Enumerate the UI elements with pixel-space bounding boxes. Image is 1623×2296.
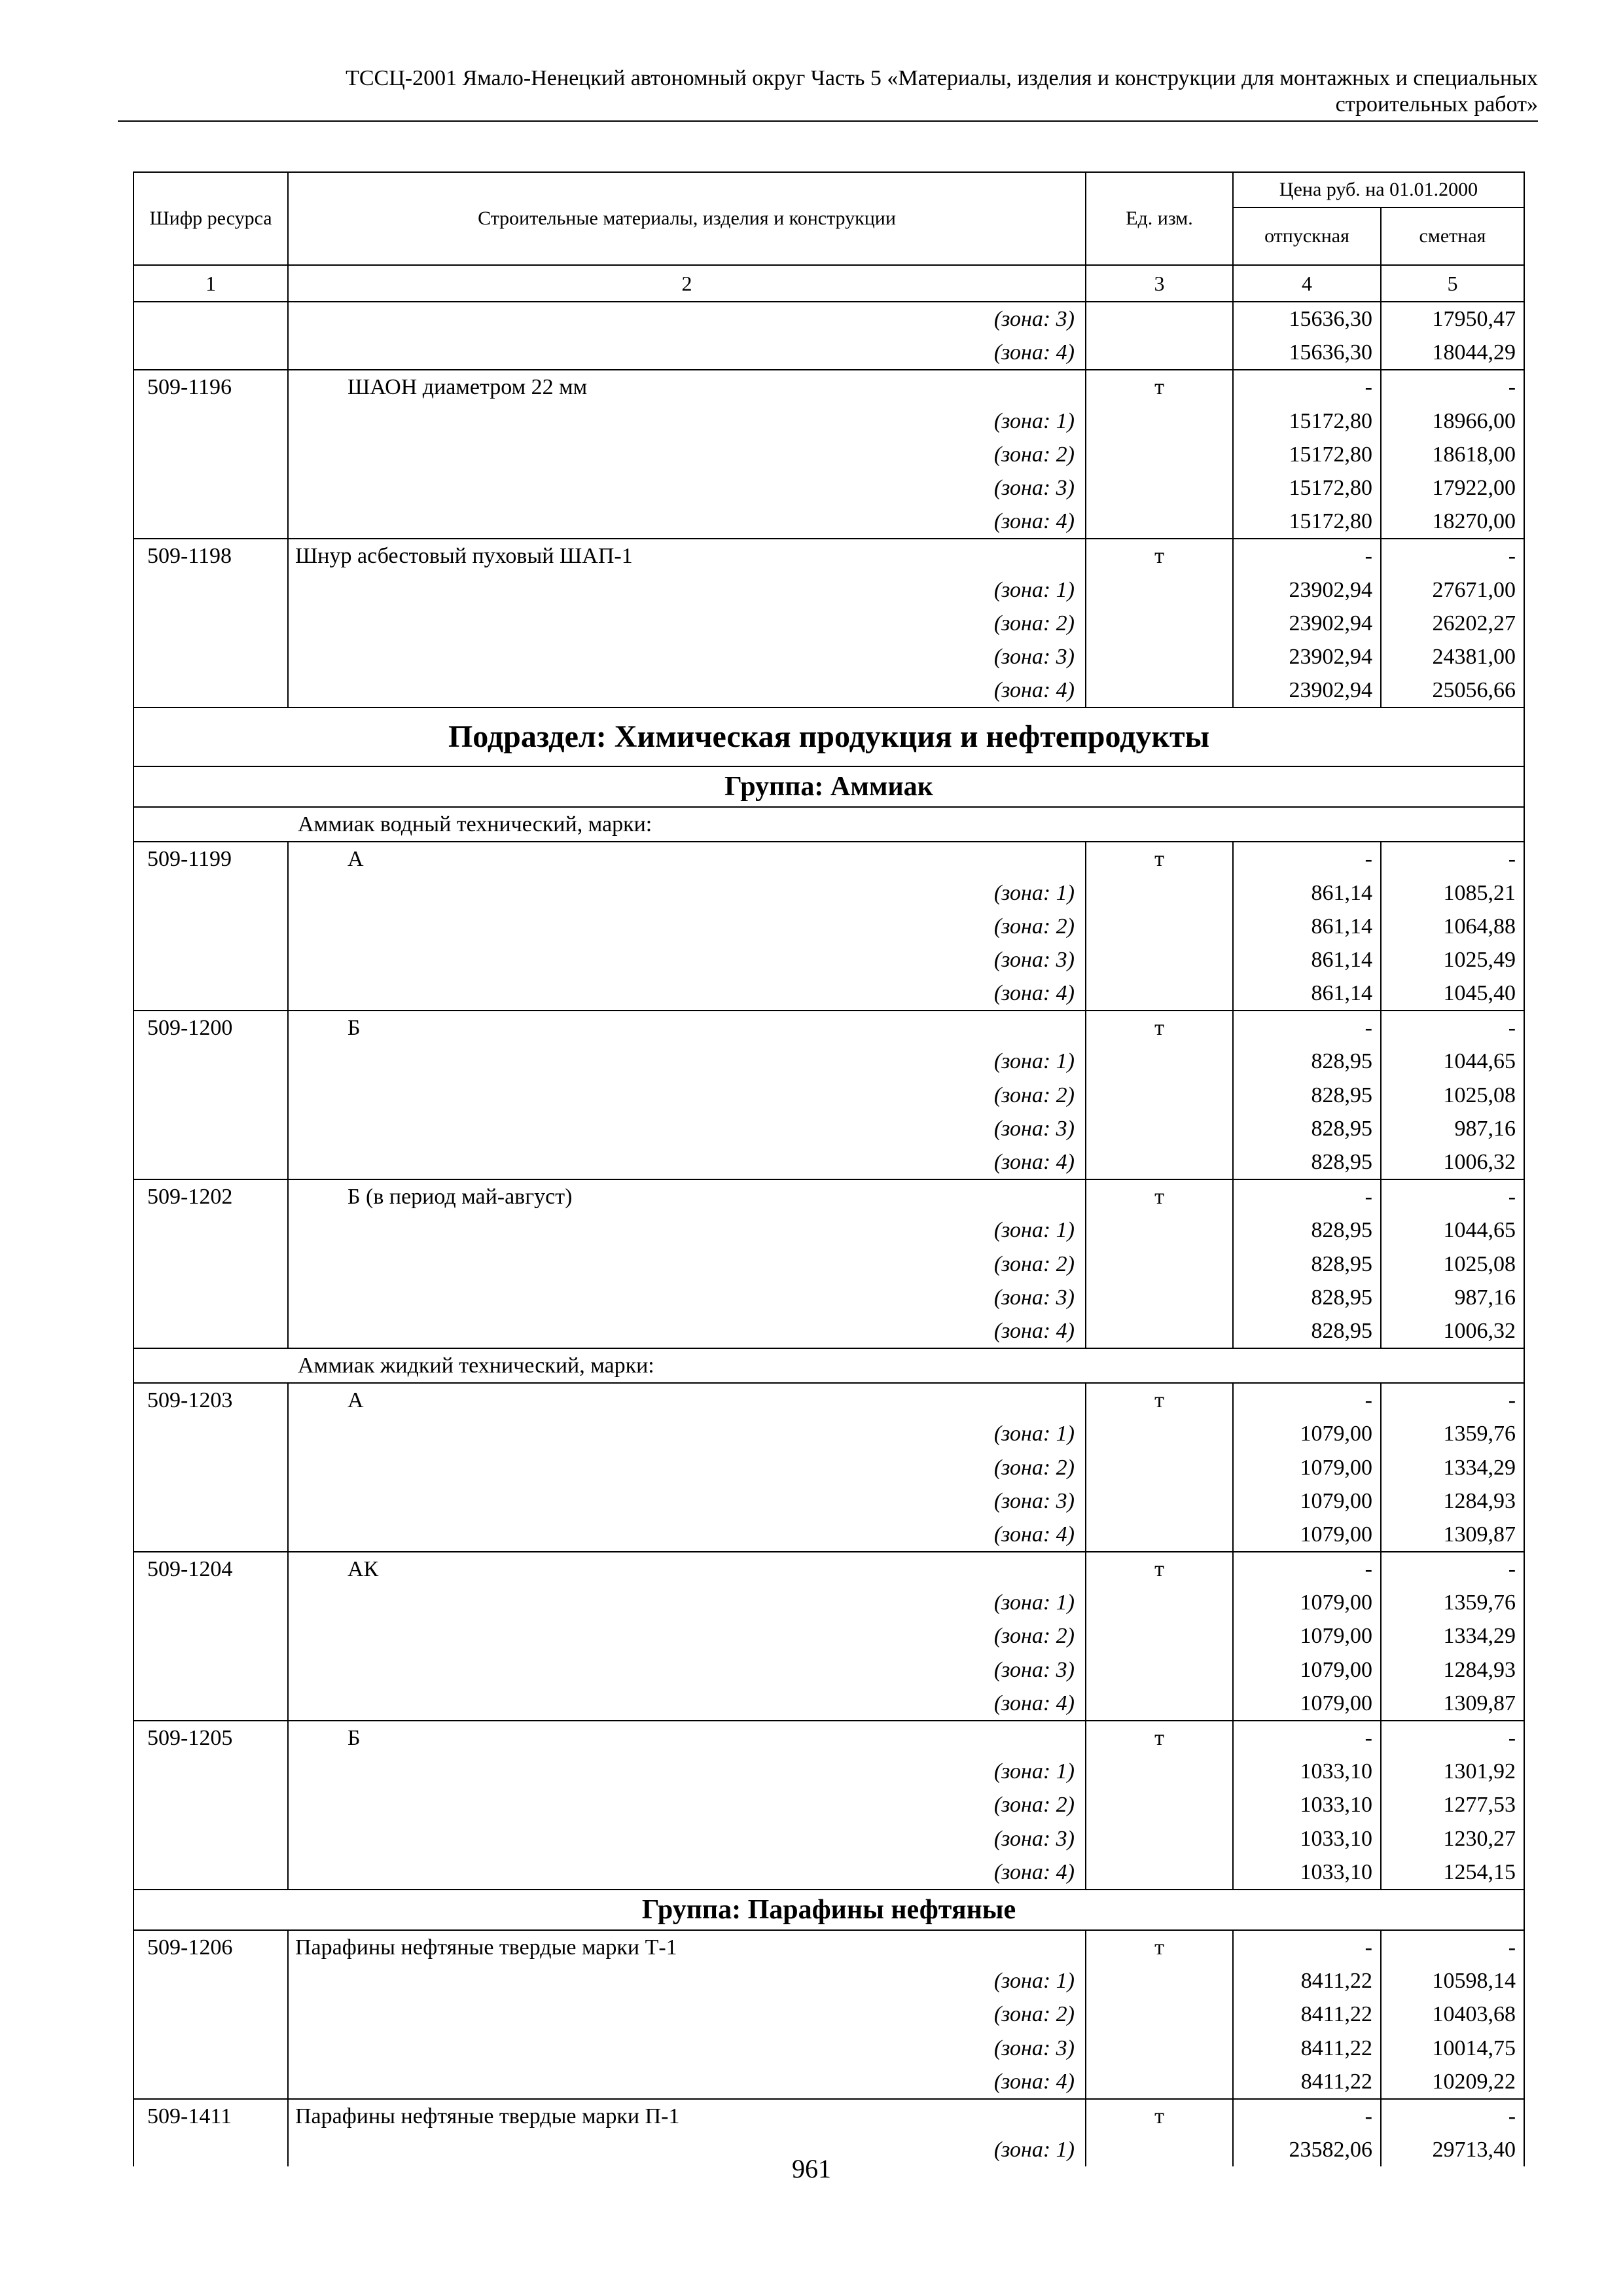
resource-code: 509-1205 bbox=[134, 1721, 288, 1755]
zone-label: (зона: 2) bbox=[288, 910, 1086, 943]
estimate-price: 10598,14 bbox=[1381, 1964, 1524, 1998]
estimate-price: 18270,00 bbox=[1381, 505, 1524, 539]
table-row bbox=[134, 1964, 1524, 1998]
zone-label: (зона: 4) bbox=[288, 2065, 1086, 2099]
estimate-price: 1025,08 bbox=[1381, 1247, 1524, 1281]
group-heading: Группа: Аммиак bbox=[134, 766, 1524, 807]
zone-label: (зона: 1) bbox=[288, 404, 1086, 438]
estimate-price: 1334,29 bbox=[1381, 1619, 1524, 1653]
table-row bbox=[134, 607, 1524, 640]
table-row bbox=[134, 539, 1524, 573]
resource-code: 509-1204 bbox=[134, 1552, 288, 1586]
page-number: 961 bbox=[792, 2154, 831, 2183]
estimate-price: 987,16 bbox=[1381, 1281, 1524, 1314]
estimate-price: - bbox=[1381, 1930, 1524, 1964]
col-estimate-header: сметная bbox=[1381, 207, 1524, 265]
table-row bbox=[134, 404, 1524, 438]
estimate-price: 1309,87 bbox=[1381, 1687, 1524, 1721]
estimate-price: 10014,75 bbox=[1381, 2031, 1524, 2064]
estimate-price: 1025,08 bbox=[1381, 1079, 1524, 1112]
release-price: 15172,80 bbox=[1233, 471, 1381, 505]
table-row bbox=[134, 977, 1524, 1011]
table-row bbox=[134, 943, 1524, 977]
col-number: 5 bbox=[1381, 265, 1524, 302]
table-row bbox=[134, 573, 1524, 607]
estimate-price: - bbox=[1381, 1721, 1524, 1755]
table-row bbox=[134, 640, 1524, 673]
estimate-price: 1044,65 bbox=[1381, 1045, 1524, 1078]
table-row bbox=[134, 1281, 1524, 1314]
table-row bbox=[134, 1856, 1524, 1890]
release-price: 23902,94 bbox=[1233, 573, 1381, 607]
zone-label: (зона: 4) bbox=[288, 336, 1086, 370]
release-price: 1033,10 bbox=[1233, 1856, 1381, 1890]
estimate-price: - bbox=[1381, 370, 1524, 404]
resource-code: 509-1198 bbox=[134, 539, 288, 573]
release-price: 15636,30 bbox=[1233, 302, 1381, 336]
subgroup-label: Аммиак водный технический, марки: bbox=[298, 812, 652, 837]
unit: т bbox=[1086, 370, 1233, 404]
table-row bbox=[134, 1011, 1524, 1045]
estimate-price: 1359,76 bbox=[1381, 1586, 1524, 1619]
estimate-price: 1044,65 bbox=[1381, 1213, 1524, 1247]
unit: т bbox=[1086, 1011, 1233, 1045]
estimate-price: 987,16 bbox=[1381, 1112, 1524, 1145]
estimate-price: 1064,88 bbox=[1381, 910, 1524, 943]
release-price: - bbox=[1233, 2099, 1381, 2133]
release-price: 1079,00 bbox=[1233, 1653, 1381, 1687]
release-price: 828,95 bbox=[1233, 1247, 1381, 1281]
zone-label: (зона: 4) bbox=[288, 1518, 1086, 1552]
zone-label: (зона: 2) bbox=[288, 1998, 1086, 2031]
table-row bbox=[134, 1179, 1524, 1213]
table-row bbox=[134, 2031, 1524, 2064]
zone-label: (зона: 2) bbox=[288, 607, 1086, 640]
release-price: - bbox=[1233, 539, 1381, 573]
table-row bbox=[134, 438, 1524, 471]
estimate-price: 18618,00 bbox=[1381, 438, 1524, 471]
zone-label: (зона: 2) bbox=[288, 1079, 1086, 1112]
zone-label: (зона: 2) bbox=[288, 1619, 1086, 1653]
material-name: Б (в период май-август) bbox=[288, 1179, 1086, 1213]
release-price: 1079,00 bbox=[1233, 1619, 1381, 1653]
col-number: 3 bbox=[1086, 265, 1233, 302]
header-line-1: ТССЦ-2001 Ямало-Ненецкий автономный округ Часть 5 «Материалы, изделия и конструкции для монтажных и специальных bbox=[346, 66, 1538, 90]
table-row bbox=[134, 2099, 1524, 2133]
material-name: Б bbox=[288, 1721, 1086, 1755]
zone-label: (зона: 3) bbox=[288, 1281, 1086, 1314]
estimate-price: 1006,32 bbox=[1381, 1145, 1524, 1179]
zone-label: (зона: 4) bbox=[288, 1145, 1086, 1179]
unit: т bbox=[1086, 539, 1233, 573]
zone-label: (зона: 1) bbox=[288, 2133, 1086, 2166]
zone-label: (зона: 1) bbox=[288, 1755, 1086, 1788]
release-price: 15172,80 bbox=[1233, 505, 1381, 539]
release-price: 23902,94 bbox=[1233, 607, 1381, 640]
release-price: 828,95 bbox=[1233, 1079, 1381, 1112]
release-price: 861,14 bbox=[1233, 910, 1381, 943]
table-row bbox=[134, 1518, 1524, 1552]
release-price: 8411,22 bbox=[1233, 1998, 1381, 2031]
zone-label: (зона: 2) bbox=[288, 438, 1086, 471]
resource-code: 509-1199 bbox=[134, 842, 288, 876]
release-price: 8411,22 bbox=[1233, 2031, 1381, 2064]
estimate-price: 1284,93 bbox=[1381, 1484, 1524, 1518]
table-row bbox=[134, 1653, 1524, 1687]
release-price: 828,95 bbox=[1233, 1314, 1381, 1348]
release-price: 1079,00 bbox=[1233, 1417, 1381, 1450]
table-row bbox=[134, 505, 1524, 539]
unit: т bbox=[1086, 1383, 1233, 1417]
estimate-price: 26202,27 bbox=[1381, 607, 1524, 640]
zone-label: (зона: 3) bbox=[288, 1112, 1086, 1145]
estimate-price: - bbox=[1381, 2099, 1524, 2133]
table-row bbox=[134, 1586, 1524, 1619]
estimate-price: 1085,21 bbox=[1381, 876, 1524, 909]
release-price: 23582,06 bbox=[1233, 2133, 1381, 2166]
estimate-price: 24381,00 bbox=[1381, 640, 1524, 673]
release-price: 8411,22 bbox=[1233, 1964, 1381, 1998]
estimate-price: 18044,29 bbox=[1381, 336, 1524, 370]
zone-label: (зона: 1) bbox=[288, 1213, 1086, 1247]
table-row bbox=[134, 336, 1524, 370]
release-price: 1079,00 bbox=[1233, 1586, 1381, 1619]
estimate-price: - bbox=[1381, 842, 1524, 876]
zone-label: (зона: 2) bbox=[288, 1450, 1086, 1484]
resource-code: 509-1200 bbox=[134, 1011, 288, 1045]
table-row bbox=[134, 1383, 1524, 1417]
subgroup-heading bbox=[134, 807, 1524, 842]
release-price: 1033,10 bbox=[1233, 1755, 1381, 1788]
release-price: 828,95 bbox=[1233, 1213, 1381, 1247]
unit: т bbox=[1086, 1179, 1233, 1213]
release-price: - bbox=[1233, 370, 1381, 404]
release-price: 1079,00 bbox=[1233, 1450, 1381, 1484]
release-price: 1079,00 bbox=[1233, 1484, 1381, 1518]
estimate-price: 10403,68 bbox=[1381, 1998, 1524, 2031]
estimate-price: 1309,87 bbox=[1381, 1518, 1524, 1552]
estimate-price: - bbox=[1381, 1011, 1524, 1045]
table-row bbox=[134, 1721, 1524, 1755]
zone-label: (зона: 3) bbox=[288, 2031, 1086, 2064]
table-row bbox=[134, 1755, 1524, 1788]
estimate-price: 1025,49 bbox=[1381, 943, 1524, 977]
zone-label: (зона: 3) bbox=[288, 1484, 1086, 1518]
estimate-price: 1359,76 bbox=[1381, 1417, 1524, 1450]
release-price: 23902,94 bbox=[1233, 640, 1381, 673]
material-name: Шнур асбестовый пуховый ШАП-1 bbox=[288, 539, 1086, 573]
zone-label: (зона: 3) bbox=[288, 302, 1086, 336]
estimate-price: 17950,47 bbox=[1381, 302, 1524, 336]
zone-label: (зона: 1) bbox=[288, 573, 1086, 607]
col-release-header: отпускная bbox=[1233, 207, 1381, 265]
release-price: - bbox=[1233, 1721, 1381, 1755]
table-row bbox=[134, 1619, 1524, 1653]
estimate-price: 1334,29 bbox=[1381, 1450, 1524, 1484]
estimate-price: 1277,53 bbox=[1381, 1788, 1524, 1821]
release-price: - bbox=[1233, 842, 1381, 876]
zone-label: (зона: 4) bbox=[288, 977, 1086, 1011]
estimate-price: 1284,93 bbox=[1381, 1653, 1524, 1687]
col-price-header: Цена руб. на 01.01.2000 bbox=[1233, 172, 1524, 207]
unit: т bbox=[1086, 1552, 1233, 1586]
zone-label: (зона: 4) bbox=[288, 1856, 1086, 1890]
zone-label: (зона: 2) bbox=[288, 1247, 1086, 1281]
release-price: 861,14 bbox=[1233, 977, 1381, 1011]
col-number: 1 bbox=[134, 265, 288, 302]
estimate-price: 18966,00 bbox=[1381, 404, 1524, 438]
release-price: - bbox=[1233, 1552, 1381, 1586]
estimate-price: 1230,27 bbox=[1381, 1822, 1524, 1856]
zone-label: (зона: 4) bbox=[288, 505, 1086, 539]
material-name: ШАОН диаметром 22 мм bbox=[288, 370, 1086, 404]
table-row bbox=[134, 910, 1524, 943]
zone-label: (зона: 4) bbox=[288, 673, 1086, 708]
table-row bbox=[134, 1247, 1524, 1281]
header-line-2: строительных работ» bbox=[1335, 92, 1538, 117]
zone-label: (зона: 1) bbox=[288, 1417, 1086, 1450]
zone-label: (зона: 1) bbox=[288, 1964, 1086, 1998]
resource-code: 509-1203 bbox=[134, 1383, 288, 1417]
table-row bbox=[134, 1450, 1524, 1484]
release-price: 15172,80 bbox=[1233, 438, 1381, 471]
col-number: 2 bbox=[288, 265, 1086, 302]
table-row bbox=[134, 1079, 1524, 1112]
table-row bbox=[134, 1314, 1524, 1348]
material-name: Б bbox=[288, 1011, 1086, 1045]
material-name: АК bbox=[288, 1552, 1086, 1586]
header-rule bbox=[118, 120, 1538, 122]
release-price: 861,14 bbox=[1233, 943, 1381, 977]
table-row bbox=[134, 1822, 1524, 1856]
table-row bbox=[134, 673, 1524, 708]
material-name: А bbox=[288, 1383, 1086, 1417]
table-row bbox=[134, 1112, 1524, 1145]
zone-label: (зона: 3) bbox=[288, 943, 1086, 977]
estimate-price: - bbox=[1381, 1179, 1524, 1213]
resource-code: 509-1196 bbox=[134, 370, 288, 404]
zone-label: (зона: 1) bbox=[288, 1586, 1086, 1619]
release-price: 1033,10 bbox=[1233, 1822, 1381, 1856]
material-name: Парафины нефтяные твердые марки П-1 bbox=[288, 2099, 1086, 2133]
table-row bbox=[134, 1417, 1524, 1450]
estimate-price: 1045,40 bbox=[1381, 977, 1524, 1011]
release-price: 8411,22 bbox=[1233, 2065, 1381, 2099]
release-price: - bbox=[1233, 1930, 1381, 1964]
release-price: 23902,94 bbox=[1233, 673, 1381, 708]
table-row bbox=[134, 1552, 1524, 1586]
col-number: 4 bbox=[1233, 265, 1381, 302]
resource-code: 509-1411 bbox=[134, 2099, 288, 2133]
group-heading: Группа: Парафины нефтяные bbox=[134, 1890, 1524, 1930]
unit: т bbox=[1086, 2099, 1233, 2133]
table-row bbox=[134, 1213, 1524, 1247]
zone-label: (зона: 2) bbox=[288, 1788, 1086, 1821]
release-price: 1079,00 bbox=[1233, 1687, 1381, 1721]
col-code-header: Шифр ресурса bbox=[134, 172, 288, 265]
estimate-price: 10209,22 bbox=[1381, 2065, 1524, 2099]
estimate-price: 1254,15 bbox=[1381, 1856, 1524, 1890]
estimate-price: 1006,32 bbox=[1381, 1314, 1524, 1348]
table-row bbox=[134, 1998, 1524, 2031]
table-row bbox=[134, 842, 1524, 876]
release-price: 15636,30 bbox=[1233, 336, 1381, 370]
release-price: - bbox=[1233, 1179, 1381, 1213]
resource-code: 509-1202 bbox=[134, 1179, 288, 1213]
estimate-price: 25056,66 bbox=[1381, 673, 1524, 708]
release-price: - bbox=[1233, 1011, 1381, 1045]
table-row bbox=[134, 1930, 1524, 1964]
zone-label: (зона: 3) bbox=[288, 1822, 1086, 1856]
resource-code: 509-1206 bbox=[134, 1930, 288, 1964]
release-price: 1033,10 bbox=[1233, 1788, 1381, 1821]
unit: т bbox=[1086, 842, 1233, 876]
estimate-price: - bbox=[1381, 1383, 1524, 1417]
estimate-price: - bbox=[1381, 1552, 1524, 1586]
table-row bbox=[134, 1045, 1524, 1078]
table-row bbox=[134, 876, 1524, 909]
section-heading: Подраздел: Химическая продукция и нефтепродукты bbox=[134, 708, 1524, 766]
release-price: 828,95 bbox=[1233, 1281, 1381, 1314]
estimate-price: - bbox=[1381, 539, 1524, 573]
running-header bbox=[118, 65, 1538, 118]
zone-label: (зона: 3) bbox=[288, 1653, 1086, 1687]
price-table bbox=[133, 171, 1525, 2166]
release-price: 1079,00 bbox=[1233, 1518, 1381, 1552]
table-row bbox=[134, 471, 1524, 505]
release-price: 828,95 bbox=[1233, 1145, 1381, 1179]
table-row bbox=[134, 1788, 1524, 1821]
material-name: А bbox=[288, 842, 1086, 876]
zone-label: (зона: 1) bbox=[288, 876, 1086, 909]
estimate-price: 27671,00 bbox=[1381, 573, 1524, 607]
estimate-price: 1301,92 bbox=[1381, 1755, 1524, 1788]
zone-label: (зона: 3) bbox=[288, 640, 1086, 673]
estimate-price: 17922,00 bbox=[1381, 471, 1524, 505]
table-row bbox=[134, 1145, 1524, 1179]
subgroup-heading: Аммиак жидкий технический, марки: bbox=[134, 1348, 1524, 1383]
table-row bbox=[134, 2065, 1524, 2099]
unit: т bbox=[1086, 1930, 1233, 1964]
table-row bbox=[134, 1484, 1524, 1518]
table-row bbox=[134, 370, 1524, 404]
col-name-header: Строительные материалы, изделия и конструкции bbox=[288, 172, 1086, 265]
unit: т bbox=[1086, 1721, 1233, 1755]
col-unit-header: Ед. изм. bbox=[1086, 172, 1233, 265]
estimate-price: 29713,40 bbox=[1381, 2133, 1524, 2166]
release-price: 828,95 bbox=[1233, 1045, 1381, 1078]
zone-label: (зона: 3) bbox=[288, 471, 1086, 505]
release-price: - bbox=[1233, 1383, 1381, 1417]
release-price: 15172,80 bbox=[1233, 404, 1381, 438]
zone-label: (зона: 4) bbox=[288, 1687, 1086, 1721]
release-price: 861,14 bbox=[1233, 876, 1381, 909]
release-price: 828,95 bbox=[1233, 1112, 1381, 1145]
table-row bbox=[134, 302, 1524, 336]
table-row bbox=[134, 1687, 1524, 1721]
zone-label: (зона: 1) bbox=[288, 1045, 1086, 1078]
zone-label: (зона: 4) bbox=[288, 1314, 1086, 1348]
material-name: Парафины нефтяные твердые марки Т-1 bbox=[288, 1930, 1086, 1964]
